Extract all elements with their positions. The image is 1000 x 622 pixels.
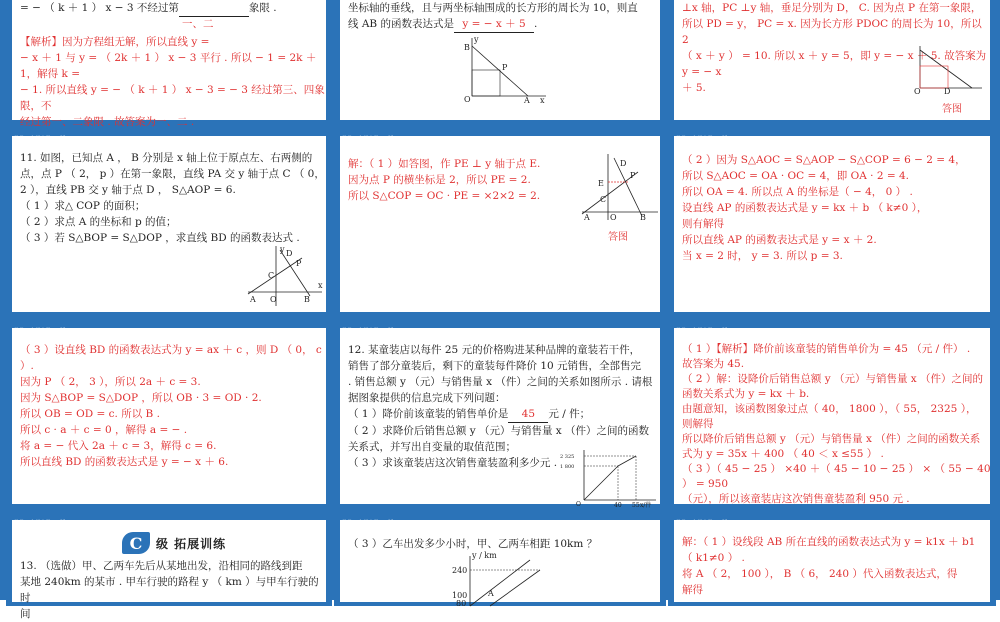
slide-r3-b: 数学 八年级上册 BS 版 12. 某童装店以每件 25 元的价格购进某种品牌的童装若干件， 销售了部分童装后，剩下的童装每件降价 10 元销售，全部售完 . 销售总额 y （元）与销售量 x （件）之间的关系如图所示 . 请根 据图象提供的信息完成下列问题： （ 1 ）降价前该童装的销售单价是 45 元 / 件； （ 2 ）求降价后销售总额 y （元）与销售量 x （件）之间的函数 关系式，并写出自变量的取值范围； （ 3 ）求该童装店这次销售童装盈利多少元 . 2 325 1 800 O 40 55 x/件 (334, 324, 666, 508)
svg-text:A: A (250, 295, 256, 304)
text-line: 则有解得 (682, 218, 724, 230)
level-badge (122, 532, 226, 554)
slide-r4-a: 数学 八年级上册 BS 版 C 级 拓展训练 13. （选做）甲、乙两车先后从某地出发，沿相同的路线到距 某地 240km 的某市 . 甲车行驶的路程 y （ km ）与甲车行驶的时 间 (6, 516, 332, 606)
svg-text:P: P (502, 63, 508, 72)
text-line: 坐标轴的垂线，且与两坐标轴围成的长方形的周长为 10，则直 (348, 2, 638, 14)
text-line: 点，点 P （ 2， p ）在第一象限，直线 PA 交 y 轴于点 C （ 0， (20, 168, 325, 180)
text-line: （ 3 ）若 S△BOP = S△DOP ，求直线 BD 的函数表达式 . (20, 232, 300, 244)
text-line: （ 2 ）因为 S△AOC = S△AOP − S△COP = 6 − 2 = 4， (682, 154, 966, 166)
text-line: （ x ＋ y ） = 10. 所以 x ＋ y = 5，即 y = − x ＋ 5. 故答案为 y = − x (682, 50, 987, 78)
svg-text:P: P (296, 259, 302, 268)
slide-r2-a: 数学 八年级上册 BS 版 11. 如图，已知点 A ， B 分别是 x 轴上位于原点左、右两侧的 点，点 P （ 2， p ）在第一象限，直线 PA 交 y 轴于点 C （ 0， 2 ），直线 PB 交 y 轴于点 D ， S△AOP = 6. （ 1 ）求△ COP 的面积； （ 2 ）求点 A 的坐标和 p 的值； （ 3 ）若 S△BOP = S△DOP ，求直线 BD 的函数表达式 . A O B x y D C P (6, 132, 332, 316)
svg-text:B: B (304, 295, 310, 304)
svg-text:40: 40 (614, 502, 622, 509)
graph-sales (560, 448, 660, 508)
graph-q11-answer (580, 152, 660, 222)
svg-text:240: 240 (452, 566, 468, 575)
text-line: 所以直线 AP 的函数表达式是 y = x ＋ 2. (682, 234, 877, 246)
text-line: 所以 PD = y， PC = x. 因为长方形 PDOC 的周长为 10，所以 2 (682, 18, 982, 46)
slide-r3-a: 数学 八年级上册 BS 版 （ 3 ）设直线 BD 的函数表达式为 y = ax ＋ c ，则 D （ 0， c ）. 因为 P （ 2， 3 ），所以 2a ＋ c = 3. 因为 S△BOP = S△DOP ，所以 OB · 3 = OD · 2. 所以 OB = OD = c. 所以 B . 所以 c · a ＋ c = 0 ，解得 a = − . 将 a = − 代入 2a ＋ c = 3，解得 c = 6. 所以直线 BD 的函数表达式是 y = − x ＋ 6. (6, 324, 332, 508)
text-line: 将 a = − 代入 2a ＋ c = 3，解得 c = 6. (20, 440, 217, 452)
badge-text: 级 拓展训练 (156, 536, 227, 551)
svg-text:A: A (584, 213, 590, 222)
svg-text:D: D (620, 159, 627, 168)
svg-text:D: D (286, 249, 293, 258)
text-line: 某地 240km 的某市 . 甲车行驶的路程 y （ km ）与甲车行驶的时 (20, 576, 319, 604)
slide-r1-c (668, 0, 996, 124)
text-line: （ 2 ）求降价后销售总额 y （元）与销售量 x （件）之间的函数 (348, 425, 650, 437)
text-line: ⊥x 轴，PC ⊥y 轴，垂足分别为 D， C. 因为点 P 在第一象限， (682, 2, 982, 14)
graph-rect (458, 34, 548, 104)
text-line: − x ＋ 1 与 y = （ 2k ＋ 1 ） x − 3 平行 . 所以 − 1 = 2k ＋ 1，解得 k = (20, 52, 317, 80)
svg-text:y: y (474, 35, 479, 44)
text-line: 11. 如图，已知点 A ， B 分别是 x 轴上位于原点左、右两侧的 (20, 152, 313, 164)
svg-text:80: 80 (456, 599, 467, 608)
text-line: （ 1 ）求△ COP 的面积； (20, 200, 146, 212)
text-line: 经过第一、二象限 . 故答案为一、二 . (20, 116, 195, 128)
svg-text:P: P (630, 171, 636, 180)
svg-text:E: E (598, 179, 604, 188)
text-line: 元 / 件； (548, 408, 591, 420)
svg-text:x: x (540, 96, 545, 105)
text-line: 象限 . (248, 2, 277, 14)
slide-r1-b: 坐标轴的垂线，且与两坐标轴围成的长方形的周长为 10，则直 线 AB 的函数表达式是 y = − x ＋ 5 . B P O A x y (334, 0, 666, 124)
text-line: （元），所以该童装店这次销售童装盈利 950 元 . (682, 493, 910, 505)
text-line: （ 2 ）求点 A 的坐标和 p 的值； (20, 216, 177, 228)
text-line: 12. 某童装店以每件 25 元的价格购进某种品牌的童装若干件， (348, 344, 641, 356)
text-line: . 销售总额 y （元）与销售量 x （件）之间的关系如图所示 . 请根 (348, 376, 653, 388)
text-line: 所以 S△COP = OC · PE = ×2×2 = 2. (348, 190, 541, 202)
text-line: = − （ k ＋ 1 ） x − 3 不经过第 (20, 2, 179, 14)
svg-text:x/件: x/件 (640, 502, 652, 509)
caption: 答图 (608, 232, 628, 243)
text-line: 解：（ 1 ）如答图，作 PE ⊥ y 轴于点 E. (348, 158, 541, 170)
text-line: 将 A （ 2， 100 ）， B （ 6， 240 ）代入函数表达式，得 (682, 568, 958, 580)
text-line: （ 1 ）降价前该童装的销售单价是 (348, 408, 509, 420)
text-line: 当 x = 2 时， y = 3. 所以 p = 3. (682, 250, 843, 262)
svg-text:y / km: y / km (472, 551, 497, 560)
text-line: 因为 S△BOP = S△DOP ，所以 OB · 3 = OD · 2. (20, 392, 262, 404)
svg-text:O: O (914, 87, 921, 96)
text-line: 间 (20, 608, 31, 620)
text-line: − 1. 所以直线 y = − （ k ＋ 1 ） x − 3 = − 3 经过第三、四象限，不 (20, 84, 325, 112)
text-line: 所以 c · a ＋ c = 0 ，解得 a = − . (20, 424, 188, 436)
text-line: （ 3 ）求该童装店这次销售童装盈利多少元 . (348, 457, 558, 469)
svg-text:D: D (944, 87, 951, 96)
text-line: 所以 OA = 4. 所以点 A 的坐标是（ − 4， 0 ） . (682, 186, 913, 198)
text-line: 因为 P （ 2， 3 ），所以 2a ＋ c = 3. (20, 376, 201, 388)
svg-text:A: A (488, 589, 494, 598)
text-line: 故答案为 45. (682, 358, 745, 370)
svg-text:2 325: 2 325 (560, 454, 575, 460)
svg-text:C: C (600, 195, 607, 204)
svg-text:55: 55 (632, 502, 640, 509)
text-line: 销售了部分童装后，剩下的童装每件降价 10 元销售，全部售完 (348, 360, 642, 372)
graph-q11 (244, 244, 324, 308)
text-line: 所以 OB = OD = c. 所以 B . (20, 408, 160, 420)
text-line: （ 3 ）乙车出发多少小时，甲、乙两车相距 10km ？ (348, 538, 598, 550)
text-line: 所以 S△AOC = OA · OC = 4，即 OA · 2 = 4. (682, 170, 910, 182)
svg-text:A: A (524, 96, 530, 105)
text-line: 线 AB 的函数表达式是 (348, 18, 454, 30)
text-line: ＋ 5. (682, 82, 706, 94)
slide-r1-a (6, 0, 332, 128)
text-line: 据图象提供的信息完成下列问题： (348, 392, 506, 404)
slide-r3-c: 数学 八年级上册 BS 版 （ 1 ）【解析】降价前该童装的销售单价为 = 45 （元 / 件） . 故答案为 45. （ 2 ）解：设降价后销售总额 y （元）与销售量 x （件）之间的 函数关系式为 y = kx ＋ b. 由题意知，该函数图象过点（ 40， 1800 ），（ 55， 2325 ）， 则解得 所以降价后销售总额 y （元）与销售量 x （件）之间的函数关系 式为 y = 35x ＋ 400 （ 40 ＜ x ≤55 ） . （ 3 ）（ 45 − 25 ） ×40 ＋（ 45 − 10 − 25 ） × （ 55 − 40 ） = 950 （元），所以该童装店这次销售童装盈利 950 元 . (668, 324, 996, 508)
text-line: 13. （选做）甲、乙两车先后从某地出发，沿相同的路线到距 (20, 560, 303, 572)
text-line: （ 3 ）（ 45 − 25 ） ×40 ＋（ 45 − 10 − 25 ） × （ 55 − 40 ） = 950 (682, 463, 991, 490)
badge-letter: C (122, 532, 150, 554)
text-line: 设直线 AP 的函数表达式是 y = kx ＋ b （ k≠0 ）， (682, 202, 928, 214)
text-line: 2 ），直线 PB 交 y 轴于点 D ， S△AOP = 6. (20, 184, 236, 196)
slide-r4-c: 数学 八年级上册 BS 版 解：（ 1 ）设线段 AB 所在直线的函数表达式为 y = k1x ＋ b1 （ k1≠0 ） . 将 A （ 2， 100 ）， B （ 6， 240 ）代入函数表达式，得 解得 (668, 516, 996, 606)
text-line: 所以降价后销售总额 y （元）与销售量 x （件）之间的函数关系 (682, 433, 981, 445)
svg-text:1 800: 1 800 (560, 464, 575, 470)
graph-answer (912, 44, 984, 94)
text-line: 关系式，并写出自变量的取值范围； (348, 441, 516, 453)
svg-text:x: x (318, 281, 323, 290)
slide-r2-b: 数学 八年级上册 BS 版 解：（ 1 ）如答图，作 PE ⊥ y 轴于点 E. 因为点 P 的横坐标是 2，所以 PE = 2. 所以 S△COP = OC · PE = ×2×2 = 2. E A O B C D P 答图 (334, 132, 666, 316)
text-line: 因为点 P 的横坐标是 2，所以 PE = 2. (348, 174, 531, 186)
text-line: （ k1≠0 ） . (682, 552, 745, 564)
text-line: 式为 y = 35x ＋ 400 （ 40 ＜ x ≤55 ） . (682, 448, 884, 460)
answer: 一、二 (182, 18, 214, 30)
svg-text:O: O (610, 213, 617, 222)
answer: y = − x ＋ 5 (454, 16, 534, 33)
svg-text:B: B (464, 43, 470, 52)
svg-text:O: O (464, 95, 471, 104)
graph-distance (450, 550, 550, 606)
text-line: 【解析】因为方程组无解，所以直线 y = (20, 36, 210, 48)
svg-text:B: B (640, 213, 646, 222)
svg-text:y: y (280, 245, 285, 254)
text-line: （ 2 ）解：设降价后销售总额 y （元）与销售量 x （件）之间的 (682, 373, 984, 385)
svg-text:C: C (268, 271, 275, 280)
svg-text:100: 100 (452, 591, 468, 600)
text-line: 解得 (682, 584, 703, 596)
text-line: 所以直线 BD 的函数表达式是 y = − x ＋ 6. (20, 456, 229, 468)
caption: 答图 (942, 104, 962, 115)
text-line: 则解得 (682, 418, 714, 430)
text-line: （ 3 ）设直线 BD 的函数表达式为 y = ax ＋ c ，则 D （ 0， c ）. (20, 344, 322, 372)
text-line: 解：（ 1 ）设线段 AB 所在直线的函数表达式为 y = k1x ＋ b1 (682, 536, 976, 548)
text-line: 函数关系式为 y = kx ＋ b. (682, 388, 810, 400)
svg-text:O: O (270, 295, 277, 304)
text-line: （ 1 ）【解析】降价前该童装的销售单价为 = 45 （元 / 件） . (682, 343, 971, 355)
text-line: 由题意知，该函数图象过点（ 40， 1800 ），（ 55， 2325 ）， (682, 403, 977, 415)
answer: 45 (508, 406, 548, 423)
slide-r2-c: 数学 八年级上册 BS 版 （ 2 ）因为 S△AOC = S△AOP − S△COP = 6 − 2 = 4， 所以 S△AOC = OA · OC = 4，即 OA · 2 = 4. 所以 OA = 4. 所以点 A 的坐标是（ − 4， 0 ） . 设直线 AP 的函数表达式是 y = kx ＋ b （ k≠0 ）， 则有解得 所以直线 AP 的函数表达式是 y = x ＋ 2. 当 x = 2 时， y = 3. 所以 p = 3. (668, 132, 996, 316)
svg-text:O: O (576, 501, 581, 508)
slide-r4-b: 数学 八年级上册 BS 版 （ 3 ）乙车出发多少小时，甲、乙两车相距 10km ？ y / km 240 100 80 A (334, 516, 666, 606)
